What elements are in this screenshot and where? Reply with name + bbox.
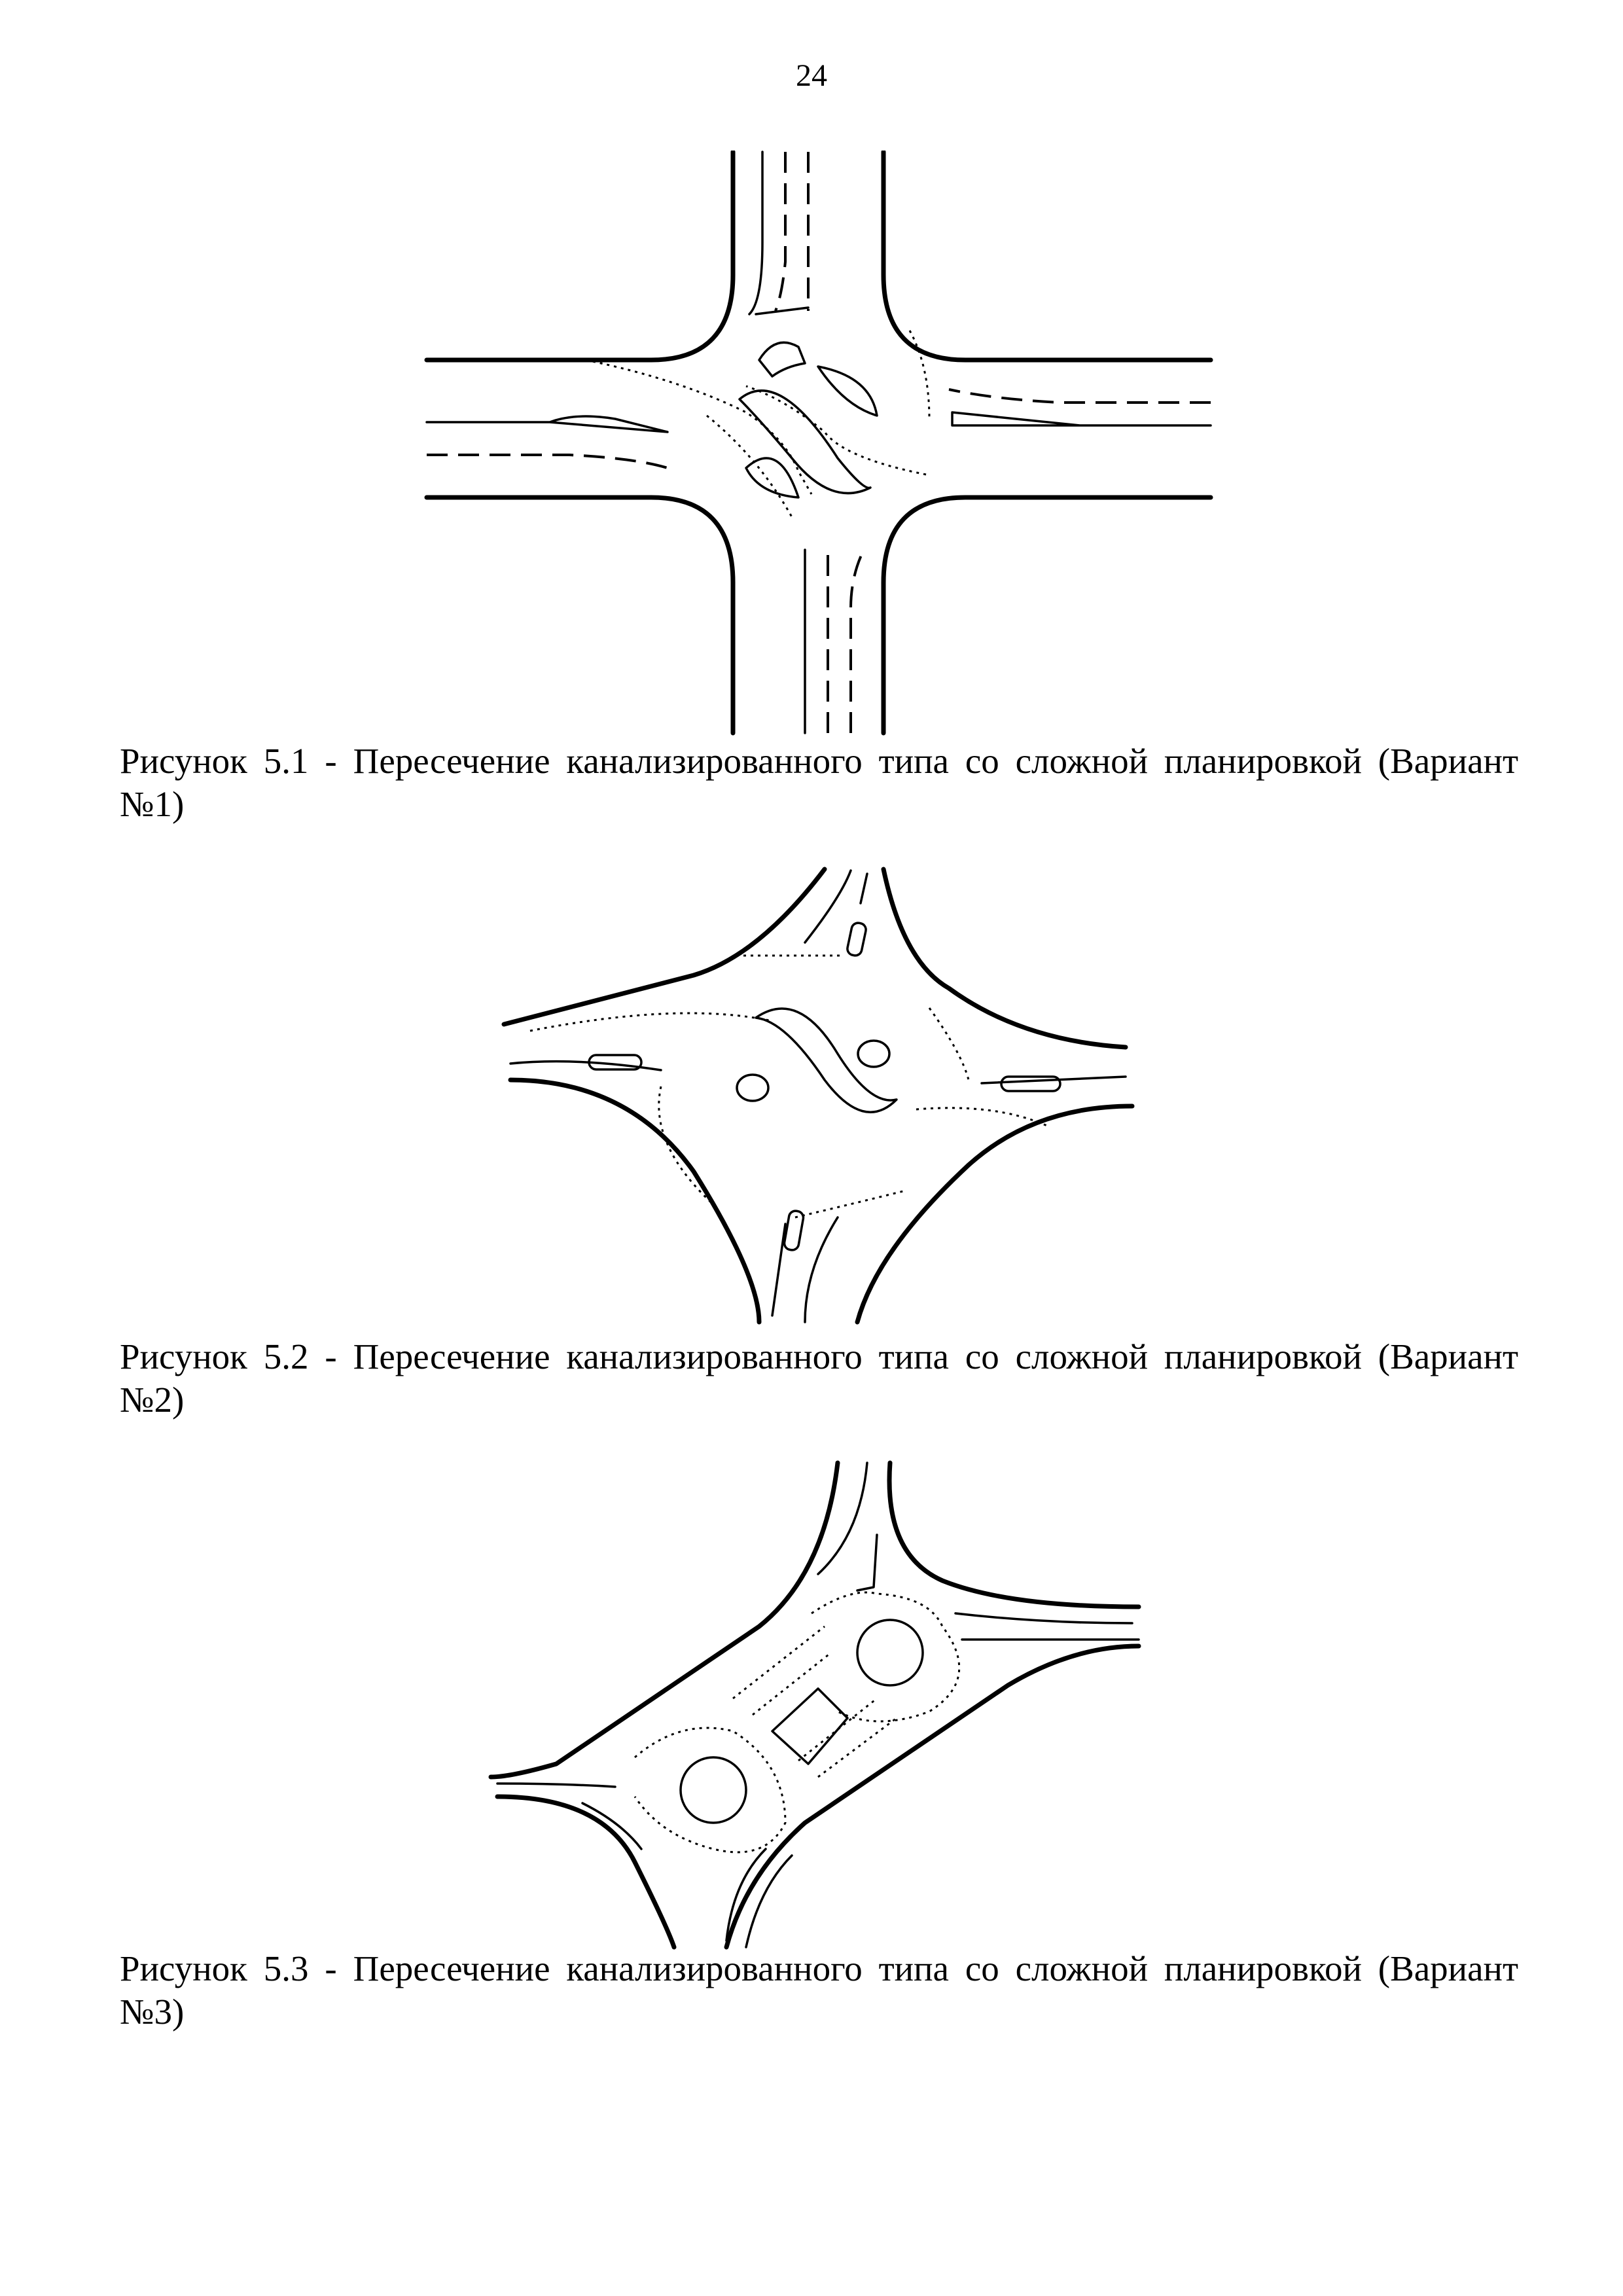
figure-5-1 (419, 151, 1217, 740)
caption-figure-5-3: Рисунок 5.3 - Пересечение канализированного типа со сложной планировкой (Вариант №3) (120, 1948, 1518, 2032)
caption-figure-5-2: Рисунок 5.2 - Пересечение канализированного типа со сложной планировкой (Вариант №2) (120, 1336, 1518, 1420)
caption-figure-5-1: Рисунок 5.1 - Пересечение канализированного типа со сложной планировкой (Вариант №1) (120, 741, 1518, 824)
page-number: 24 (796, 58, 827, 93)
figure-5-3 (484, 1456, 1152, 1954)
intersection-diagram-variant-1 (419, 151, 1217, 740)
figure-5-2 (497, 857, 1139, 1329)
intersection-diagram-variant-3 (484, 1456, 1152, 1954)
intersection-diagram-variant-2 (497, 857, 1139, 1329)
